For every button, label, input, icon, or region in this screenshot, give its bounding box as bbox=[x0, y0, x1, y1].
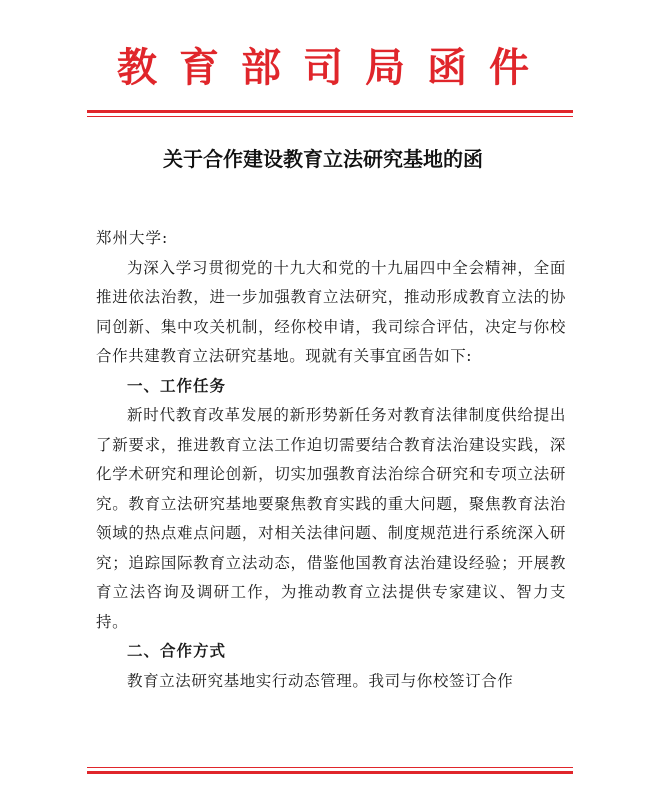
document-body bbox=[96, 224, 566, 696]
cooperation-paragraph: 教育立法研究基地实行动态管理。我司与你校签订合作 bbox=[127, 671, 514, 690]
section-heading-cooperation: 二、合作方式 bbox=[127, 642, 227, 660]
salutation: 郑州大学: bbox=[96, 229, 169, 247]
work-tasks-paragraph: 新时代教育改革发展的新形势新任务对教育法律制度供给提出了新要求，推进教育立法工作迫切需要结合教育法治建设实践，深化学术研究和理论创新，切实加强教育法治综合研究和专项立法研究。教育立法研究基地要聚焦教育实践的重大问题，聚焦教育法治领域的热点难点问题，对相关法律问题、制度规范进行系统深入研究；追踪国际教育立法动态，借鉴他国教育法治建设经验；开展教育立法咨询及调研工作，为推动教育立法提供专家建议、智力支持。 bbox=[96, 406, 566, 631]
letterhead-rule-thick bbox=[87, 110, 573, 113]
document-title: 关于合作建设教育立法研究基地的函 bbox=[163, 147, 483, 171]
footer-rule-thick bbox=[87, 771, 573, 774]
letterhead-title: 教育部司局函件 bbox=[117, 44, 551, 91]
section-heading-work-tasks: 一、工作任务 bbox=[127, 376, 227, 395]
letterhead-rule-thin bbox=[87, 116, 573, 117]
footer-rule-thin bbox=[87, 767, 573, 768]
intro-paragraph: 为深入学习贯彻党的十九大和党的十九届四中全会精神，全面推进依法治教，进一步加强教育立法研究，推动形成教育立法的协同创新、集中攻关机制，经你校申请，我司综合评估，决定与你校合作共建教育立法研究基地。现就有关事宜函告如下: bbox=[96, 258, 566, 365]
